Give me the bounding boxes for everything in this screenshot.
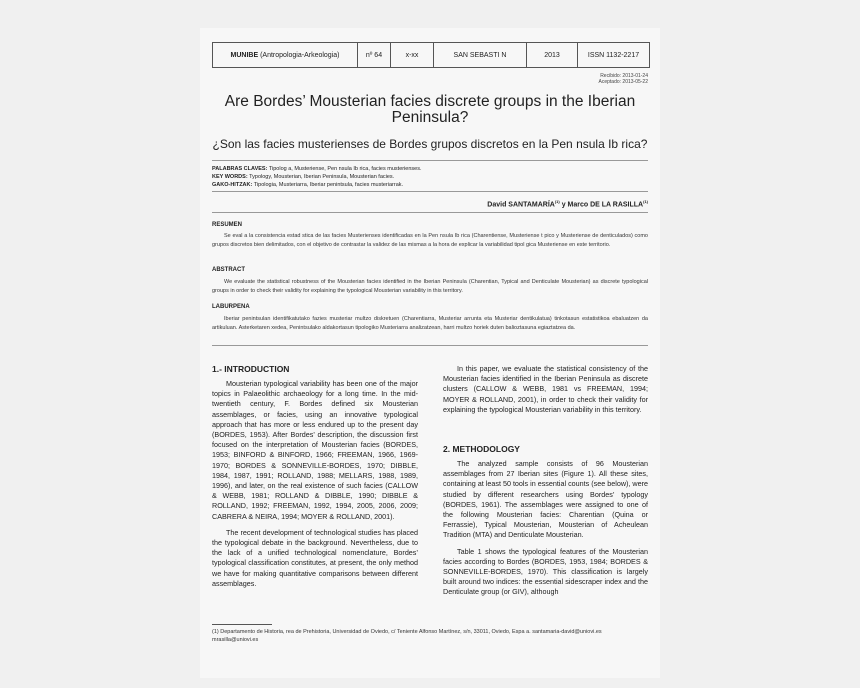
divider xyxy=(212,345,648,346)
abstract-heading: ABSTRACT xyxy=(212,267,245,273)
author-2-affil: (1) xyxy=(643,199,648,204)
author-2: y Marco DE LA RASILLA xyxy=(561,201,644,209)
left-column xyxy=(212,379,418,589)
journal-name: MUNIBE xyxy=(230,51,259,59)
paper-subtitle: ¿Son las facies musterienses de Bordes grupos discretos en la Pen nsula Ib rica? xyxy=(212,137,648,151)
journal-subtitle: (Antropologia-Arkeologia) xyxy=(260,51,340,59)
keywords-en-label: KEY WORDS: xyxy=(212,174,248,180)
issue-number: nº 64 xyxy=(358,43,391,67)
author-1: David SANTAMARÍA xyxy=(487,201,555,209)
intro-paragraph-2: The recent development of technological studies has placed the typological debate in the background. Nevertheless, due to the lack of a unified technological nomenclature, Bordes’ typological classification constitutes, at present, the only method we have for making quantitative comparisons between different assemblages. xyxy=(212,527,418,588)
methodology-heading: 2. METHODOLOGY xyxy=(443,444,520,454)
year: 2013 xyxy=(527,43,578,67)
resumen-text: Se eval a la consistencia estad stica de las facies Musterienses identificadas en la Pen nsula Ib rica (Charentiense, Musteriense t pico y Musteriense de denticulados) como grupos discretos bien delimitados, con el objetivo de contrastar la validez de las mismas a la hora de explicar la variabilidad tipol gica Musteriense en este territorio. xyxy=(212,233,648,248)
page-range: x-xx xyxy=(391,43,434,67)
divider xyxy=(212,160,648,161)
right-paragraph-1: In this paper, we evaluate the statistical consistency of the Mousterian facies identified in the Iberian Peninsula as discrete clusters (CALLOW & WEBB, 1981 vs FREEMAN, 1994; MOYER & ROLLAND, 2001), in order to check their validity for explaining the typological Mousterian variability in this territory. xyxy=(443,364,648,414)
accepted-date: Aceptado: 2013-05-22 xyxy=(598,79,648,85)
right-column xyxy=(443,364,648,415)
footnote-rule xyxy=(212,624,272,625)
journal-header xyxy=(212,42,650,68)
keywords-en: Typology, Mousterian, Iberian Peninsula, Mousterian facies. xyxy=(249,174,395,180)
laburpena-heading: LABURPENA xyxy=(212,304,250,310)
divider xyxy=(212,212,648,213)
city: SAN SEBASTI N xyxy=(434,43,527,67)
issn: ISSN 1132-2217 xyxy=(587,51,640,59)
resumen-heading: RESUMEN xyxy=(212,222,243,228)
right-column-2 xyxy=(443,459,648,598)
methodology-paragraph-1: The analyzed sample consists of 96 Mousterian assemblages from 27 Iberian sites (Figure 1). All these sites, containing at least 50 tools in essential counts (see below), were studied by different researchers using Bordes’ typology (BORDES, 1961). The assemblages were assigned to one of the following Mousterian facies: Charentian (Quina or Ferrassie), Typical Mousterian, Mousterian of Acheulean Tradition (MTA) and Denticulate Mousterian. xyxy=(443,459,648,540)
footnote: (1) Departamento de Historia, rea de Prehistoria, Universidad de Oviedo, c/ Teniente Alfonso Martínez, s/n, 33011, Oviedo, Espa a. santamaria-david@uniovi.es mrasilla@uniovi.es xyxy=(212,629,602,643)
divider xyxy=(212,191,648,192)
keywords-eu-label: GAKO-HITZAK: xyxy=(212,182,253,188)
paper-title: Are Bordes’ Mousterian facies discrete groups in the Iberian Peninsula? xyxy=(224,93,636,126)
laburpena-text: Iberiar penintsulan identifikatutako fazies musteriar multzo diskretuen (Charentiarra, Musteriar arrunta eta Musteriar dentikulatua) tinkotasun estatistikoa ebaluatzen da artikuluan. Asterketaren xedea, Penintsulako aldakortasun tipologiko Musteriarra analizatzean, harri multzo horiek duten balioztasuna egiaztatzea da. xyxy=(212,316,648,331)
keywords-block xyxy=(212,165,422,189)
intro-paragraph-1: Mousterian typological variability has been one of the major topics in Palaeolithic archaeology for a long time. In the mid-twentieth century, F. Bordes defined six Mousterian assemblages, or facies, using an innovative typological approach that has more or less endured up to the present day (BORDES, 1953). After Bordes’ description, the discussion first focused on the interpretation of Mousterian facies (BORDES, 1953; BINFORD & BINFORD, 1966; FREEMAN, 1966, 1969-1970; BORDES & SONNEVILLE-BORDES, 1970; DIBBLE, 1984, 1987, 1991; ROLLAND, 1988; MELLARS, 1988, 1989, 1996), and later, on the real existence of such facies (CALLOW & WEBB, 1981; ROLLAND & DIBBLE, 1990; DIBBLE & ROLLAND, 1992; FREEMAN, 1992, 1994, 2005, 2006, 2009; CABRERA & NEIRA, 1994; MOYER & ROLLAND, 2001). xyxy=(212,379,418,521)
authors xyxy=(487,199,648,208)
received-date: Recibido: 2013-01-24 xyxy=(600,73,648,79)
intro-heading: 1.- INTRODUCTION xyxy=(212,364,290,374)
keywords-es-label: PALABRAS CLAVES: xyxy=(212,166,268,172)
author-1-affil: (1) xyxy=(554,199,560,204)
methodology-paragraph-2: Table 1 shows the typological features of the Mousterian facies according to Bordes (BORDES, 1953, 1984; BORDES & SONNEVILLE-BORDES, 1970). This classification is largely built around two indices: the essential sidescraper index and the Denticulate group (or GIV), although xyxy=(443,546,648,597)
submission-dates xyxy=(599,73,648,85)
keywords-es: Tipolog a, Musteriense, Pen nsula Ib rica, facies musterienses. xyxy=(268,166,422,172)
journal-name-cell xyxy=(213,43,358,67)
keywords-eu: Tipologia, Musteriarra, Iberiar penintsula, facies musteriarrak. xyxy=(253,182,404,188)
abstract-text: We evaluate the statistical robustness of the Mousterian facies identified in the Iberian Peninsula (Charentian, Typical and Denticulate Mousterian) as discrete typological groups in order to check their validity for explaining the typological Mousterian variability in this territory. xyxy=(212,279,648,294)
